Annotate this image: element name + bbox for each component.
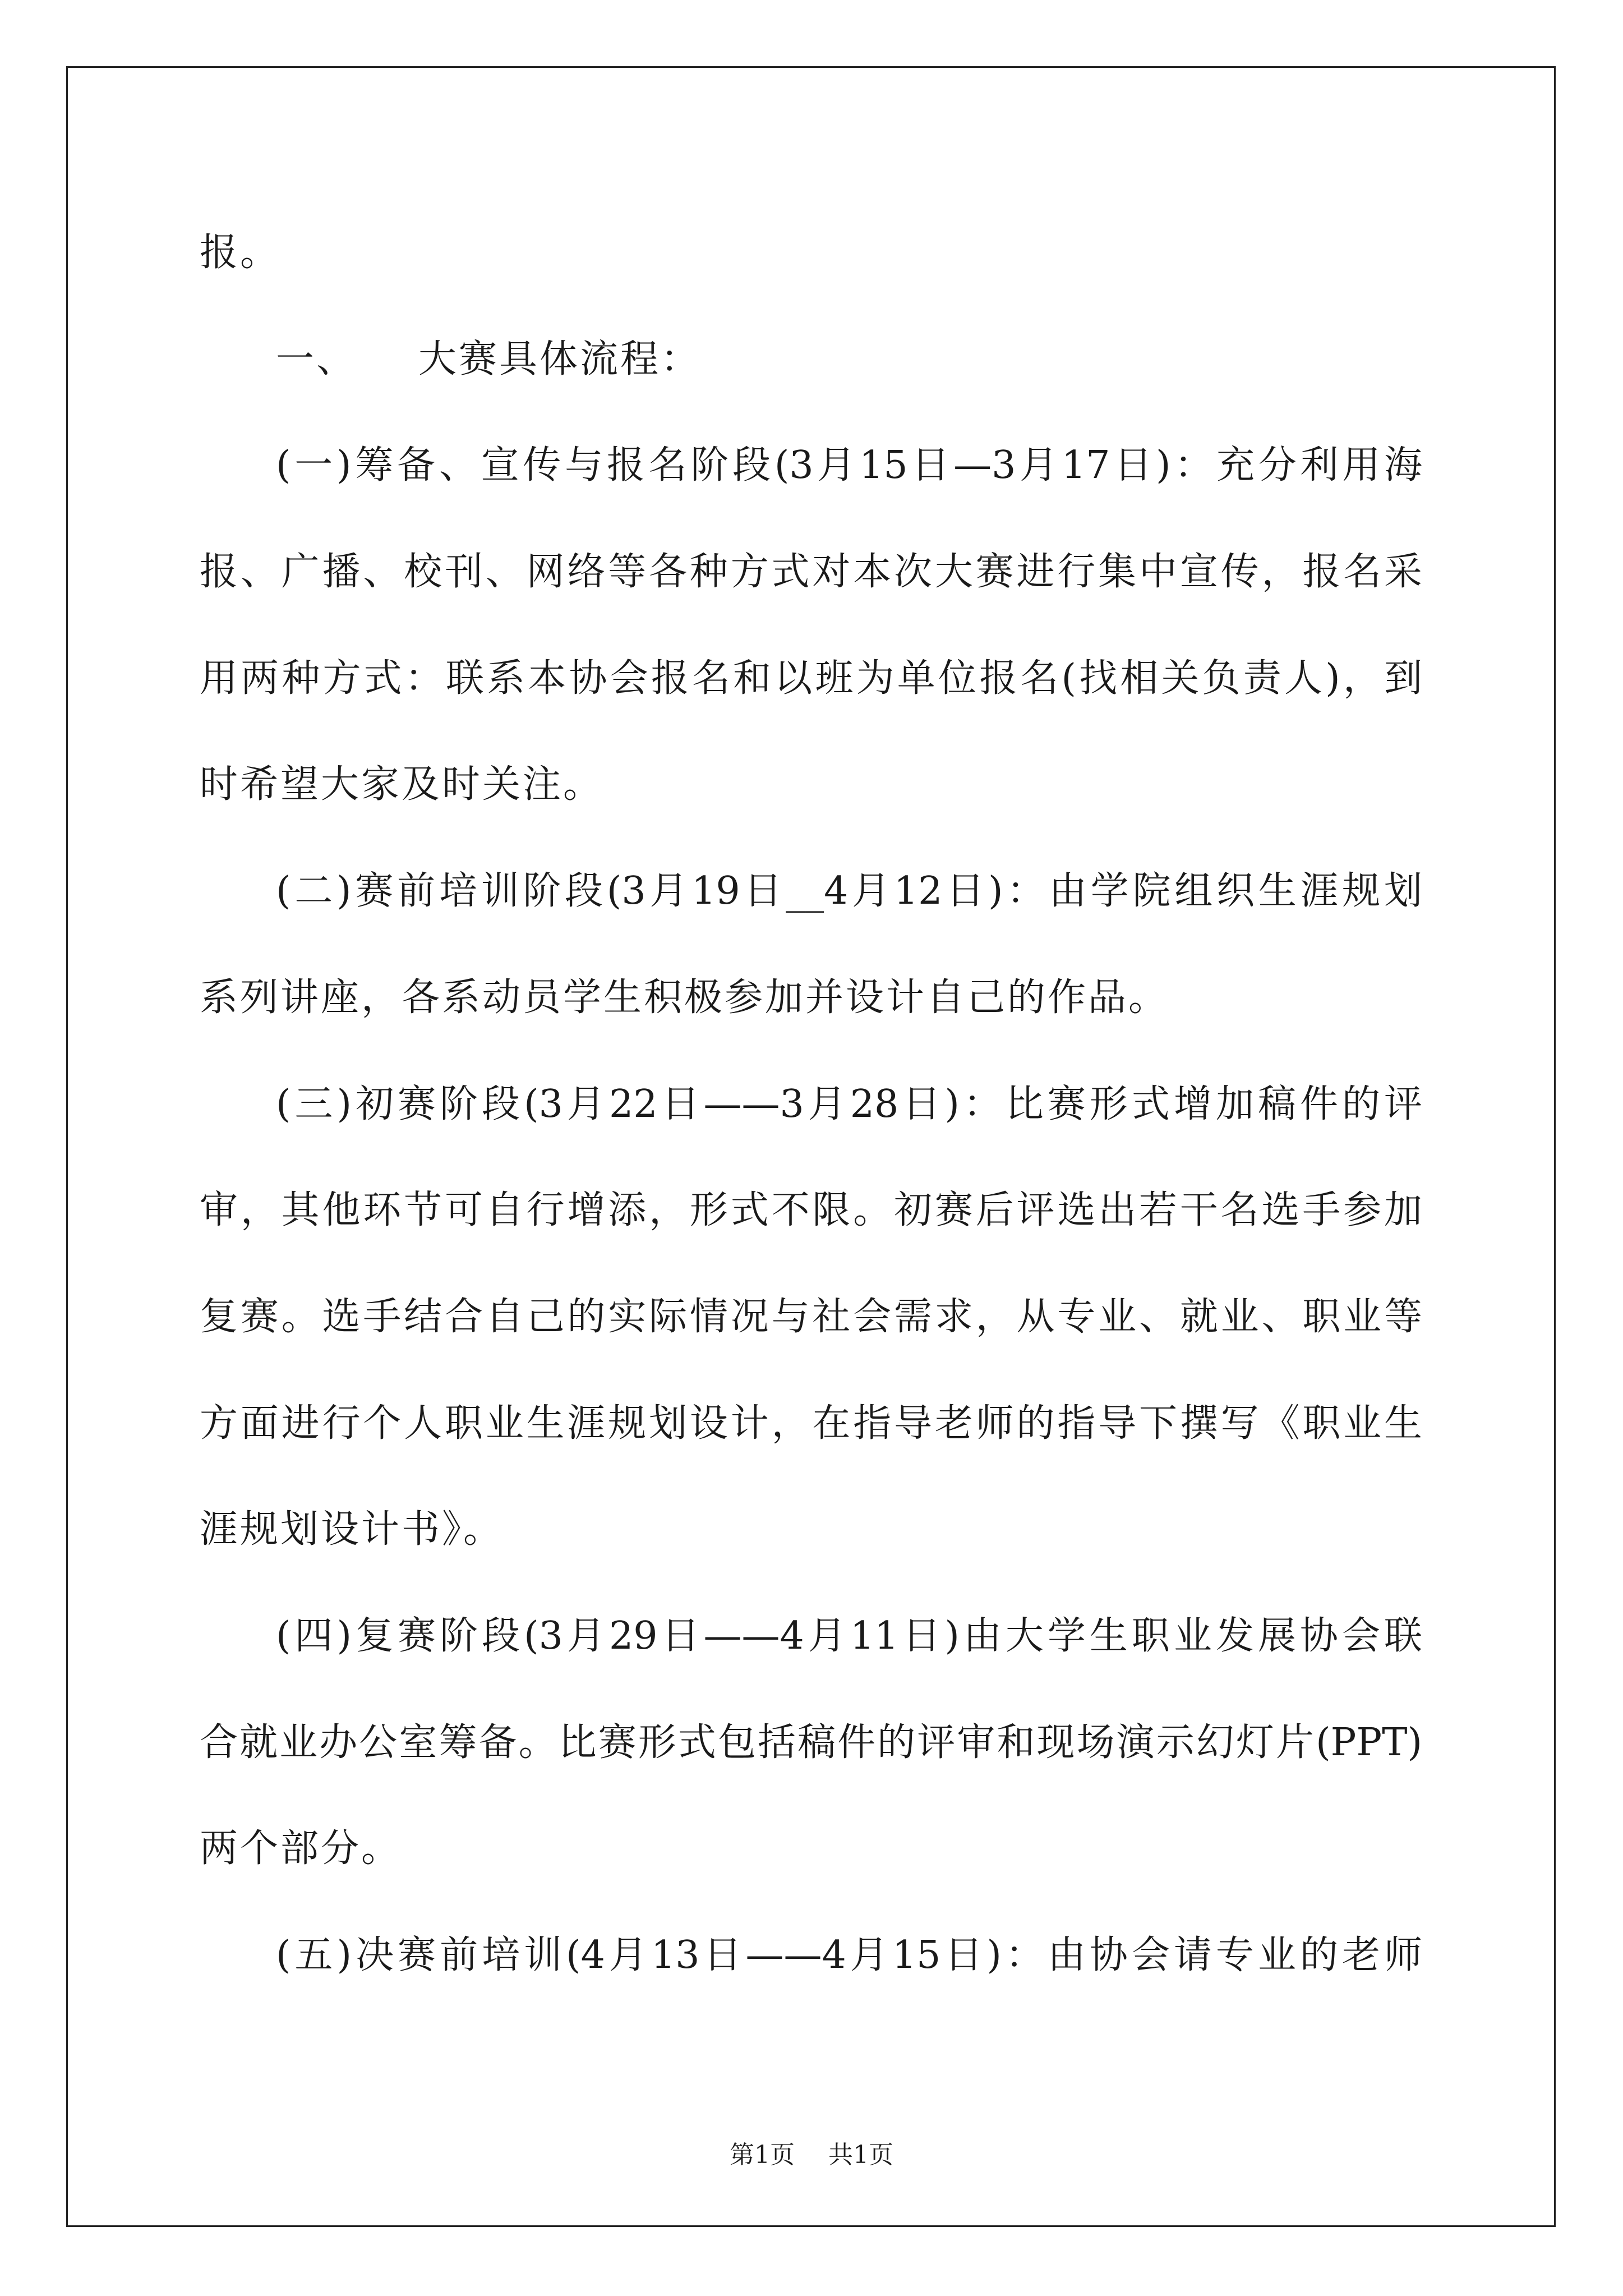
paragraph-line: 两个部分。 <box>200 1826 402 1871</box>
paragraph-line: (一)筹备、宣传与报名阶段(3月15日—3月17日)：充分利用海 <box>276 443 1422 488</box>
paragraph-line: 时希望大家及时关注。 <box>200 762 604 807</box>
paragraph-line: (三)初赛阶段(3月22日——3月28日)：比赛形式增加稿件的评 <box>276 1082 1422 1126</box>
paragraph-line: (二)赛前培训阶段(3月19日__4月12日)：由学院组织生涯规划 <box>276 869 1422 914</box>
page-total: 共1页 <box>828 2141 893 2169</box>
paragraph-line: 报、广播、校刊、网络等各种方式对本次大赛进行集中宣传，报名采 <box>200 550 1422 595</box>
paragraph-line: 用两种方式：联系本协会报名和以班为单位报名(找相关负责人)，到 <box>200 656 1422 701</box>
document-body <box>200 200 1422 2009</box>
text-line: 报。 <box>200 231 281 275</box>
heading-title: 大赛具体流程： <box>418 337 702 381</box>
page-number: 第1页 <box>730 2141 795 2169</box>
paragraph-line: 审，其他环节可自行增添，形式不限。初赛后评选出若干名选手参加 <box>200 1188 1422 1233</box>
heading-number: 一、 <box>276 337 357 381</box>
paragraph-line: 合就业办公室筹备。比赛形式包括稿件的评审和现场演示幻灯片(PPT) <box>200 1720 1422 1765</box>
paragraph-line: 复赛。选手结合自己的实际情况与社会需求，从专业、就业、职业等 <box>200 1294 1422 1339</box>
section-heading <box>200 306 1422 413</box>
paragraph-line: 涯规划设计书》。 <box>200 1507 504 1552</box>
page-footer <box>0 2134 1623 2170</box>
paragraph-line: 方面进行个人职业生涯规划设计，在指导老师的指导下撰写《职业生 <box>200 1401 1422 1446</box>
paragraph-line: 系列讲座，各系动员学生积极参加并设计自己的作品。 <box>200 975 1169 1020</box>
paragraph-line: (四)复赛阶段(3月29日——4月11日)由大学生职业发展协会联 <box>276 1613 1422 1658</box>
paragraph-line: (五)决赛前培训(4月13日——4月15日)：由协会请专业的老师 <box>276 1933 1422 1977</box>
